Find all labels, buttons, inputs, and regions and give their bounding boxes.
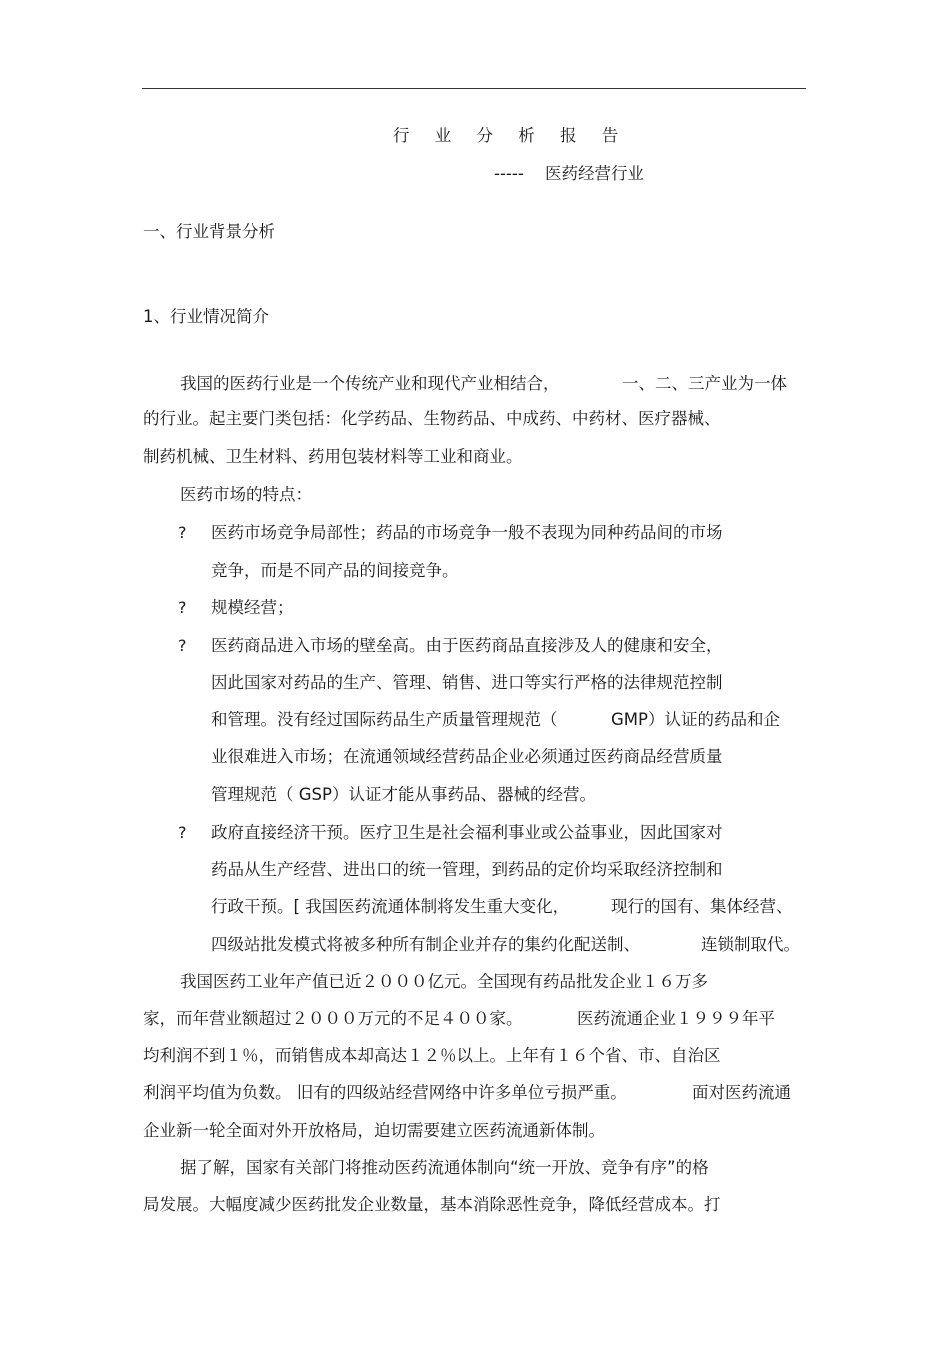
bullet-line: 和管理。没有经过国际药品生产质量管理规范（ — [211, 710, 558, 729]
header-rule — [142, 88, 806, 89]
bullet-line: 医药市场竞争局部性；药品的市场竞争一般不表现为同种药品间的市场 — [211, 523, 723, 542]
para1-line: 制药机械、卫生材料、药用包装材料等工业和商业。 — [143, 447, 523, 466]
para2-line: 企业新一轮全面对外开放格局，迫切需要建立医药流通新体制。 — [143, 1121, 605, 1140]
section-heading: 一、行业背景分析 — [143, 222, 275, 241]
bullet-line: 药品从生产经营、进出口的统一管理，到药品的定价均采取经济控制和 — [211, 860, 723, 879]
para2-line: 家，而年营业额超过２０００万元的不足４００家。 — [143, 1009, 523, 1028]
bullet-marker: ? — [178, 636, 187, 655]
bullet-line: 连锁制取代。 — [701, 935, 800, 954]
bullet-line: 医药商品进入市场的壁垒高。由于医药商品直接涉及人的健康和安全， — [211, 636, 723, 655]
bullet-line: 规模经营； — [211, 598, 294, 617]
market-intro: 医药市场的特点： — [180, 485, 312, 504]
bullet-line: 四级站批发模式将被多种所有制企业并存的集约化配送制、 — [211, 935, 640, 954]
para3-line: 局发展。大幅度减少医药批发企业数量，基本消除恶性竞争，降低经营成本。打 — [143, 1195, 721, 1214]
bullet-line: 因此国家对药品的生产、管理、销售、进口等实行严格的法律规范控制 — [211, 673, 723, 692]
para3-line: 据了解，国家有关部门将推动医药流通体制向“统一开放、竞争有序”的格 — [180, 1158, 709, 1177]
bullet-line: GMP）认证的药品和企 — [611, 710, 780, 729]
para2-line: 我国医药工业年产值已近２０００亿元。全国现有药品批发企业１６万多 — [180, 972, 708, 991]
para1-line: 的行业。起主要门类包括：化学药品、生物药品、中成药、中药材、医疗器械、 — [143, 409, 721, 428]
bullet-line: 政府直接经济干预。医疗卫生是社会福利事业或公益事业，因此国家对 — [211, 823, 723, 842]
para1-line: 一、二、三产业为一体 — [622, 374, 787, 393]
bullet-line: 现行的国有、集体经营、 — [611, 897, 793, 916]
para2-line: 利润平均值为负数。 旧有的四级站经营网络中许多单位亏损严重。 — [143, 1083, 627, 1102]
page-title: 行 业 分 析 报 告 — [393, 126, 629, 145]
para2-line: 均利润不到１％，而销售成本却高达１２％以上。上年有１６个省、市、自治区 — [143, 1046, 721, 1065]
bullet-marker: ? — [178, 823, 187, 842]
bullet-line: 行政干预。[ 我国医药流通体制将发生重大变化， — [211, 897, 570, 916]
bullet-marker: ? — [178, 598, 187, 617]
subtitle-dash: ----- — [494, 164, 524, 183]
page-subtitle: 医药经营行业 — [545, 164, 644, 183]
bullet-line: 竞争，而是不同产品的间接竞争。 — [211, 561, 459, 580]
subsection-heading: 1、行业情况简介 — [143, 307, 269, 326]
bullet-line: 业很难进入市场；在流通领域经营药品企业必须通过医药商品经营质量 — [211, 747, 723, 766]
bullet-line: 管理规范（ GSP）认证才能从事药品、器械的经营。 — [211, 785, 596, 804]
para2-line: 医药流通企业１９９９年平 — [577, 1009, 775, 1028]
bullet-marker: ? — [178, 523, 187, 542]
para1-line: 我国的医药行业是一个传统产业和现代产业相结合， — [180, 374, 560, 393]
para2-line: 面对医药流通 — [692, 1083, 791, 1102]
